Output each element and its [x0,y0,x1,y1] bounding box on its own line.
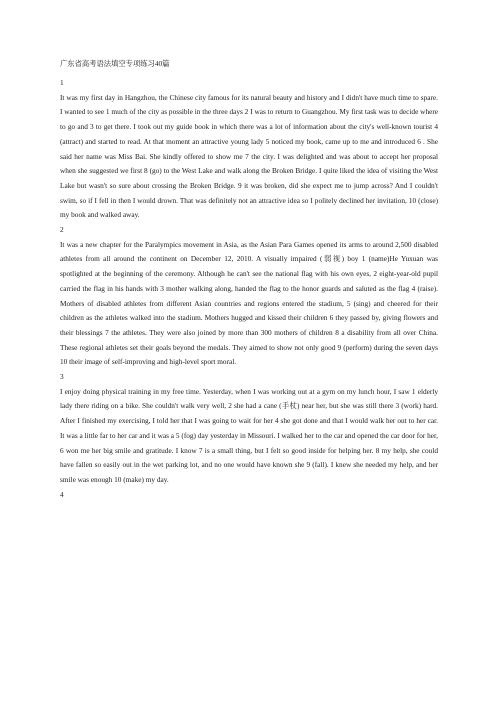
document-body [60,76,438,502]
passage-2-number: 2 [60,225,64,235]
passage-2-text: It was a new chapter for the Paralympics movement in Asia, as the Asian Para Games opened its arms to around 2,500 disabled athletes from all around the continent on December 12, 2010. A visually impaired (弱视) boy 1 (name)He Yuxuan was spotlighted at the beginning of the ceremony. Although he can't see the national flag with his own eyes, 2 eight-year-old pupil carried the flag in his hands with 3 mother walking along, handed the flag to the honor guards and saluted as the flag 4 (raise). Mothers of disabled athletes from different Asian countries and regions entered the stadium, 5 (sing) and cheered for their children as the athletes walked into the stadium. Mothers hugged and kissed their children 6 they passed by, giving flowers and their blessings 7 the athletes. They were also joined by more than 300 mothers of children 8 a disability from all over China. These regional athletes set their goals beyond the medals. They aimed to show not only good 9 (perform) during the seven days 10 their image of self-improving and high-level sport moral. [60,239,438,367]
passage-4-number: 4 [60,489,64,499]
passage-3-number: 3 [60,372,64,382]
page-title: 广东省高考语法填空专项练习40篇 [60,59,170,68]
passage-3-text: I enjoy doing physical training in my free time. Yesterday, when I was working out at a gym on my lunch hour, I saw 1 elderly lady there riding on a bike. She couldn't walk very well, 2 she had a cane (手杖) near her, but she was still there 3 (work) hard. After I finished my exercising, I told her that I was going to wait for her 4 she got done and that I would walk her out to her car. It was a little far to her car and it was a 5 (fog) day yesterday in Missouri. I walked her to the car and opened the car door for her, 6 won me her big smile and gratitude. I know 7 is a small thing, but I felt so good inside for helping her. 8 my help, she could have fallen so easily out in the wet parking lot, and no one would have known she 9 (fall). I knew she needed my help, and her smile was enough 10 (make) my day. [60,386,438,484]
passage-1-text: It was my first day in Hangzhou, the Chinese city famous for its natural beauty and history and I didn't have much time to spare. I wanted to see 1 much of the city as possible in the three days 2 I was to return to Guangzhou. My first task was to decide where to go and 3 to get there. I took out my guide book in which there was a lot of information about the city's well-known tourist 4 (attract) and started to read. At that moment an attractive young lady 5 noticed my book, came up to me and introduced 6 . She said her name was Miss Bai. She kindly offered to show me 7 the city. I was delighted and was about to accept her proposal when she suggested we first 8 (go) to the West Lake and walk along the Broken Bridge. I quite liked the idea of visiting the West Lake but wasn't so sure about crossing the Broken Bridge. 9 it was broken, did she expect me to jump across? And I couldn't swim, so if I fell in then I would drown. That was definitely not an attractive idea so I politely declined her invitation, 10 (close) my book and walked away. [60,92,438,220]
passage-1-number: 1 [60,78,64,87]
